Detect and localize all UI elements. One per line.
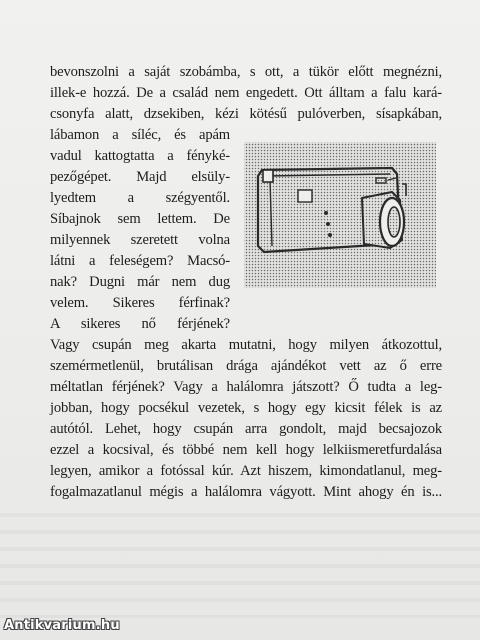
camera-illustration (242, 140, 438, 290)
text-line: lyedtem a szégyentől. (50, 190, 230, 206)
text-line: velem. Sikeres férfinak? (50, 295, 230, 311)
text-line: fogalmazatlanul mégis a halálomra vágyott. Mint ahogy én is... (50, 484, 442, 500)
text-line: pezőgépet. Majd elsüly- (50, 169, 230, 185)
text-line: Síbajnok sem lettem. De (50, 211, 230, 227)
text-line: legyen, amikor a fotóssal kúr. Azt hiszem, kimondatlanul, meg- (50, 463, 442, 479)
text-line: Vagy csupán meg akarta mutatni, hogy milyen átkozottul, (50, 337, 442, 353)
text-line: jobban, hogy pocsékul vezetek, s hogy egy kicsit félek is az (50, 400, 442, 416)
text-line: lábamon a síléc, és apám (50, 127, 230, 143)
text-line: A sikeres nő férjének? (50, 316, 230, 332)
text-line: szemérmetlenül, brutálisan drága ajándékot vett az ő erre (50, 358, 442, 374)
show-through-text-area (0, 500, 480, 618)
text-line: nak? Dugni már nem dug (50, 274, 230, 290)
text-line: autótól. Lehet, hogy csupán arra gondolt, majd becsajozok (50, 421, 442, 437)
text-line: milyennek szeretett volna (50, 232, 230, 248)
watermark-logo: Antikvarium.hu (4, 618, 120, 633)
text-line: bevonszolni a saját szobámba, s ott, a tükör előtt megnézni, (50, 64, 442, 80)
text-line: vadul kattogtatta a fényké- (50, 148, 230, 164)
text-line: csonyfa alatt, dzsekiben, kézi kötésű pulóverben, sísapkában, (50, 106, 442, 122)
text-line: látni a feleségem? Macsó- (50, 253, 230, 269)
camera-drawing-icon (242, 140, 438, 290)
text-line: illek-e hozzá. De a család nem engedett. Ott álltam a falu kará- (50, 85, 442, 101)
text-line: ezzel a kocsival, és többé nem kell hogy lelkiismeretfurdalása (50, 442, 442, 458)
text-line: méltatlan férjének? Vagy a halálomra játszott? Ő tudta a leg- (50, 379, 442, 395)
